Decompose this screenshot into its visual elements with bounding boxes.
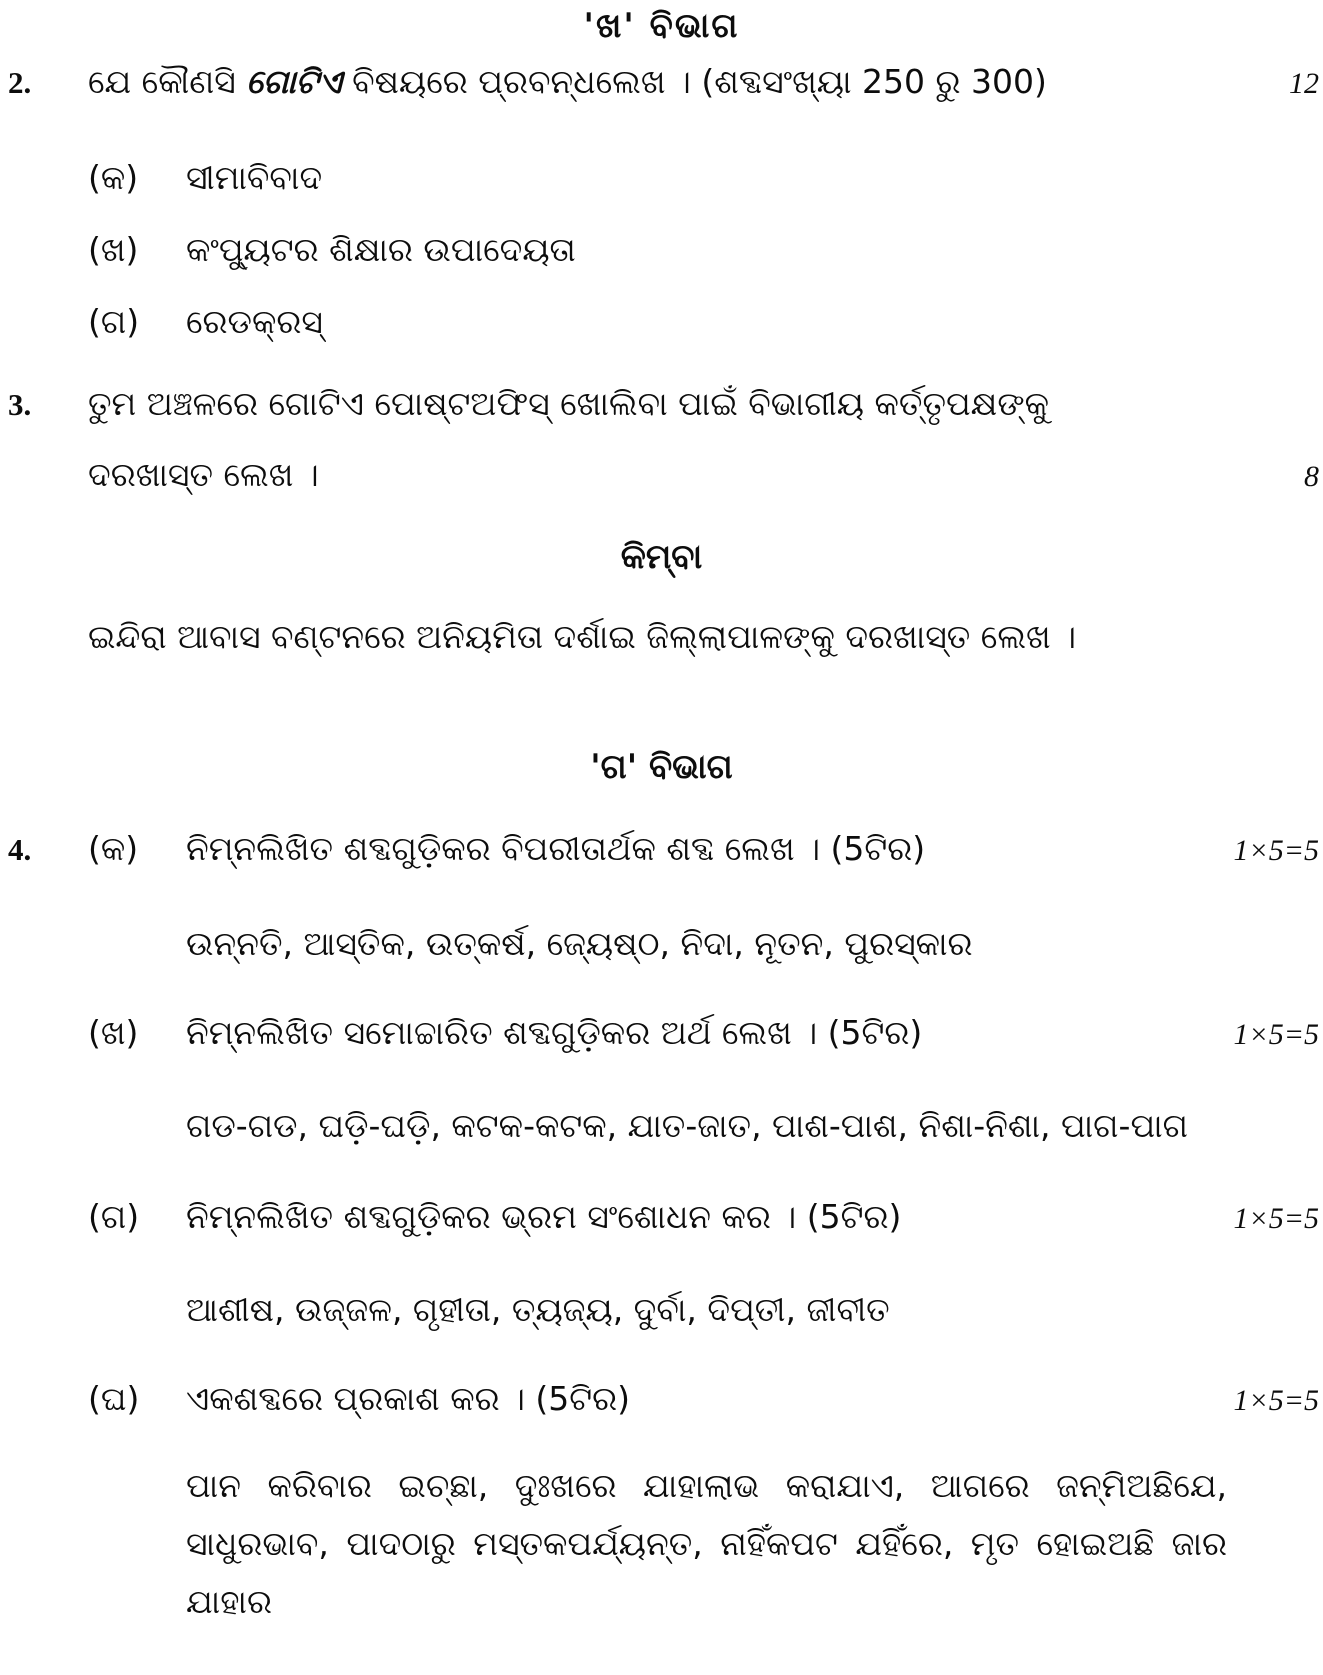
question-4-part-gha-row xyxy=(0,1373,1323,1427)
q2-text-before: ଯେ କୌଣସି xyxy=(88,62,247,101)
q4-part-kha-marks: 1×5=5 xyxy=(1233,1018,1319,1051)
question-4-part-kha-row xyxy=(0,1007,1323,1061)
q4-part-ka-marks: 1×5=5 xyxy=(1233,834,1319,867)
q4-part-kha-label: (ଖ) xyxy=(88,1013,139,1052)
q2-text-emphasis: ଗୋଟିଏ xyxy=(246,62,342,101)
q4-part-kha-words: ଗଡ-ଗଡ, ଘଡ଼ି-ଘଡ଼ି, କଟକ-କଟକ, ଯାତ-ଜାତ, ପାଶ-ପାଶ, ନିଶା-ନିଶା, ପାଗ-ପାଗ xyxy=(186,1106,1188,1145)
question-3-text-line2: ଦରଖାସ୍ତ ଲେଖ । xyxy=(88,455,319,494)
q4-part-gha-text: ଏକଶବ୍ଦରେ ପ୍ରକାଶ କର । (5ଟିର) xyxy=(186,1379,631,1418)
question-3-text-line1: ତୁମ ଅଞ୍ଚଳରେ ଗୋଟିଏ ପୋଷ୍ଟଅଫିସ୍ ଖୋଲିବା ପାଇଁ ବିଭାଗୀୟ କର୍ତ୍ତୃପକ୍ଷଙ୍କୁ xyxy=(88,384,1050,423)
q4-part-ka-text: ନିମ୍ନଲିଖିତ ଶବ୍ଦଗୁଡ଼ିକର ବିପରୀତାର୍ଥକ ଶବ୍ଦ ଲେଖ । (5ଟିର) xyxy=(186,829,926,868)
q2-option-ga-text: ରେଡକ୍ରସ୍ xyxy=(186,302,323,341)
q2-option-kha-label: (ଖ) xyxy=(88,230,139,269)
question-3-alternative-row xyxy=(0,611,1323,663)
question-2-marks: 12 xyxy=(1289,67,1319,100)
q2-option-ga-label: (ଗ) xyxy=(88,302,140,341)
q4-part-ga-label: (ଗ) xyxy=(88,1197,140,1236)
q2-option-ka-label: (କ) xyxy=(88,158,139,197)
section-ga-title: 'ଗ' ବିଭାଗ xyxy=(590,747,733,787)
q2-text-after: ବିଷୟରେ ପ୍ରବନ୍ଧଲେଖ । (ଶବ୍ଦସଂଖ୍ୟା 250 ରୁ 300) xyxy=(341,62,1047,101)
question-3-number: 3. xyxy=(8,387,32,422)
question-3-marks: 8 xyxy=(1304,460,1319,493)
question-3-row xyxy=(0,378,1323,431)
question-2-row xyxy=(0,56,1323,110)
q2-option-ka-row xyxy=(0,152,1323,204)
q4-part-ga-marks: 1×5=5 xyxy=(1233,1202,1319,1235)
question-3-row-2 xyxy=(0,449,1323,503)
question-2-number: 2. xyxy=(8,65,32,100)
or-divider: କିମ୍ବା xyxy=(620,537,703,577)
question-4-part-ga-row xyxy=(0,1191,1323,1245)
q4-part-gha-words: ପାନ କରିବାର ଇଚ୍ଛା, ଦୁଃଖରେ ଯାହାଲାଭ କରାଯାଏ, ଆଗରେ ଜନ୍ମିଅଛିଯେ, ସାଧୁରଭାବ, ପାଦଠାରୁ ମସ୍ତକପର୍ଯ୍ୟନ୍ତ, ନାହିଁକପଟ ଯହିଁରେ, ମୃତ ହୋଇଅଛି ଜାର ଯାହାର xyxy=(186,1466,1227,1621)
q4-part-ga-words: ଆଶୀଷ, ଉଜ୍ଜଳ, ଗୃହୀତା, ତ୍ୟଜ୍ୟ, ଦୁର୍ବା, ଦିପ୍ତୀ, ଜୀବୀତ xyxy=(186,1290,890,1329)
q4-part-ga-text: ନିମ୍ନଲିଖିତ ଶବ୍ଦଗୁଡ଼ିକର ଭ୍ରମ ସଂଶୋଧନ କର । (5ଟିର) xyxy=(186,1197,902,1236)
section-kha-title: 'ଖ' ବିଭାଗ xyxy=(583,6,740,46)
q4-part-ka-label: (କ) xyxy=(88,829,139,868)
q2-option-kha-row xyxy=(0,224,1323,276)
q2-option-ga-row xyxy=(0,296,1323,348)
q4-part-gha-label: (ଘ) xyxy=(88,1379,140,1418)
clipped-header xyxy=(0,0,1323,46)
q4-part-ka-words: ଉନ୍ନତି, ଆସ୍ତିକ, ଉତ୍କର୍ଷ, ଜ୍ୟେଷ୍ଠ, ନିଦା, ନୂତନ, ପୁରସ୍କାର xyxy=(186,924,973,963)
question-2-text xyxy=(88,56,1205,108)
question-3-alternative-text: ଇନ୍ଦିରା ଆବାସ ବଣ୍ଟନରେ ଅନିୟମିତା ଦର୍ଶାଇ ଜିଲ୍ଲାପାଳଙ୍କୁ ଦରଖାସ୍ତ ଲେଖ । xyxy=(88,617,1077,656)
q4-part-kha-text: ନିମ୍ନଲିଖିତ ସମୋଚ୍ଚାରିତ ଶବ୍ଦଗୁଡ଼ିକର ଅର୍ଥ ଲେଖ । (5ଟିର) xyxy=(186,1013,923,1052)
question-4-part-ka-row xyxy=(0,823,1323,877)
q2-option-ka-text: ସୀମାବିବାଦ xyxy=(186,158,323,197)
q4-part-gha-marks: 1×5=5 xyxy=(1233,1384,1319,1417)
q2-option-kha-text: କଂପ୍ୟୁଟର ଶିକ୍ଷାର ଉପାଦେୟତା xyxy=(186,230,576,269)
question-4-number: 4. xyxy=(8,832,32,867)
